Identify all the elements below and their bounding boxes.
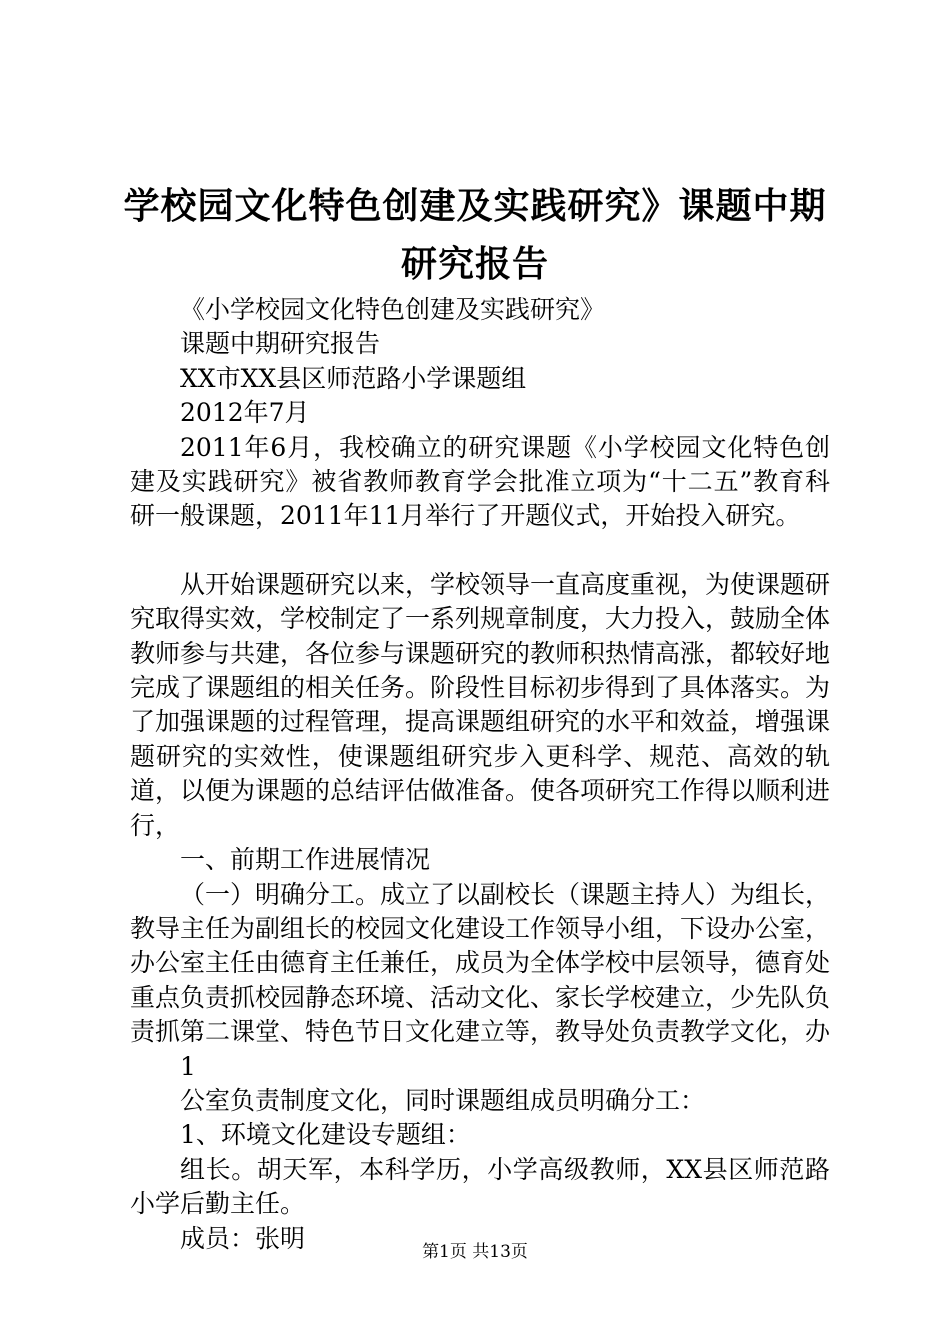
body-paragraph: 公室负责制度文化，同时课题组成员明确分工： — [180, 1085, 706, 1115]
page-break-number: 1 — [180, 1051, 196, 1081]
report-type-paragraph: 课题中期研究报告 — [180, 329, 381, 359]
section-heading: 一、前期工作进展情况 — [180, 845, 431, 875]
date-paragraph: 2012年7月 — [180, 398, 310, 428]
body-paragraph: （一）明确分工。成立了以副校长（课题主持人）为组长，教导主任为副组长的校园文化建设工作领导小组，下设办公室，办公室主任由德育主任兼任，成员为全体学校中层领导，德育处重点负责抓校园静态环境、活动文化、家长学校建立，少先队负责抓第二课堂、特色节日文化建立等，教导处负责教学文化，办 — [130, 879, 831, 1047]
author-paragraph: XX市XX县区师范路小学课题组 — [180, 363, 527, 393]
subsection-heading: 1、环境文化建设专题组： — [180, 1120, 471, 1150]
body-paragraph: 成员：张明 — [180, 1223, 306, 1253]
document-body — [130, 293, 830, 1256]
body-paragraph: 从开始课题研究以来，学校领导一直高度重视，为使课题研究取得实效，学校制定了一系列规章制度，大力投入，鼓励全体教师参与共建，各位参与课题研究的教师积热情高涨，都较好地完成了课题组的相关任务。阶段性目标初步得到了具体落实。为了加强课题的过程管理，提高课题组研究的水平和效益，增强课题研究的实效性，使课题组研究步入更科学、规范、高效的轨道，以便为课题的总结评估做准备。使各项研究工作得以顺利进行， — [130, 569, 831, 840]
subtitle-paragraph: 《小学校园文化特色创建及实践研究》 — [180, 295, 606, 324]
intro-paragraph: 2011年6月，我校确立的研究课题《小学校园文化特色创建及实践研究》被省教师教育学会批准立项为“十二五”教育科研一般课题，2011年11月举行了开题仪式，开始投入研究。 — [130, 432, 830, 531]
page-footer: 第1页 共13页 — [422, 1242, 528, 1262]
body-paragraph: 组长。胡天军，本科学历，小学高级教师，XX县区师范路小学后勤主任。 — [130, 1154, 830, 1219]
document-title: 学校园文化特色创建及实践研究》课题中期研究报告 — [123, 186, 827, 285]
